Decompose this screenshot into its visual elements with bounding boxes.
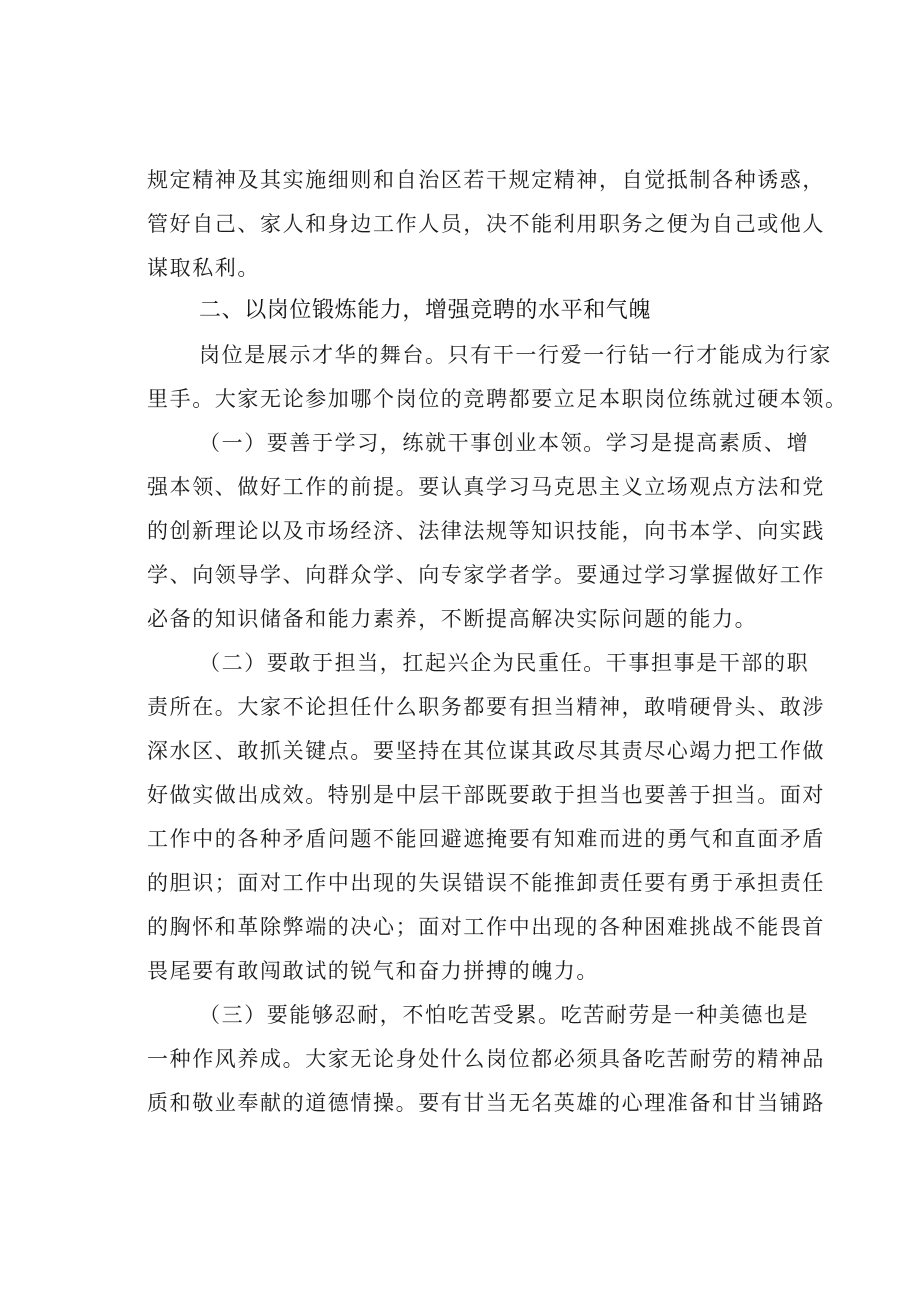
paragraph-line: 管好自己、家人和身边工作人员，决不能利用职务之便为自己或他人 [147, 212, 825, 236]
paragraph-line: 一种作风养成。大家无论身处什么岗位都必须具备吃苦耐劳的精神品 [147, 1047, 825, 1071]
paragraph-line: 的胆识；面对工作中出现的失误错误不能推卸责任要有勇于承担责任 [147, 871, 825, 895]
paragraph-line: （二）要敢于担当，扛起兴企为民重任。干事担事是干部的职 [199, 651, 810, 675]
paragraph-line: （一）要善于学习，练就干事创业本领。学习是提高素质、增 [199, 431, 810, 455]
paragraph-line: 谋取私利。 [147, 256, 260, 280]
section-heading: 二、以岗位锻炼能力，增强竞聘的水平和气魄 [199, 298, 652, 323]
paragraph-line: 深水区、敢抓关键点。要坚持在其位谋其政尽其责尽心竭力把工作做 [147, 739, 825, 763]
paragraph-line: 的胸怀和革除弊端的决心；面对工作中出现的各种困难挑战不能畏首 [147, 915, 825, 939]
paragraph-line: （三）要能够忍耐，不怕吃苦受累。吃苦耐劳是一种美德也是 [199, 1003, 810, 1027]
paragraph-line: 的创新理论以及市场经济、法律法规等知识技能，向书本学、向实践 [147, 519, 825, 543]
paragraph-line: 里手。大家无论参加哪个岗位的竞聘都要立足本职岗位练就过硬本领。 [147, 387, 848, 411]
paragraph-line: 好做实做出成效。特别是中层干部既要敢于担当也要善于担当。面对 [147, 783, 825, 807]
paragraph-line: 学、向领导学、向群众学、向专家学者学。要通过学习掌握做好工作 [147, 563, 825, 587]
paragraph-line: 质和敬业奉献的道德情操。要有甘当无名英雄的心理准备和甘当铺路 [147, 1091, 825, 1115]
paragraph-line: 强本领、做好工作的前提。要认真学习马克思主义立场观点方法和党 [147, 475, 825, 499]
paragraph-line: 工作中的各种矛盾问题不能回避遮掩要有知难而进的勇气和直面矛盾 [147, 827, 825, 851]
paragraph-line: 畏尾要有敢闯敢试的锐气和奋力拼搏的魄力。 [147, 959, 599, 983]
paragraph-line: 岗位是展示才华的舞台。只有干一行爱一行钻一行才能成为行家 [199, 343, 832, 367]
paragraph-line: 规定精神及其实施细则和自治区若干规定精神，自觉抵制各种诱惑， [147, 168, 825, 192]
paragraph-line: 责所在。大家不论担任什么职务都要有担当精神，敢啃硬骨头、敢涉 [147, 695, 825, 719]
paragraph-line: 必备的知识储备和能力素养，不断提高解决实际问题的能力。 [147, 607, 758, 631]
